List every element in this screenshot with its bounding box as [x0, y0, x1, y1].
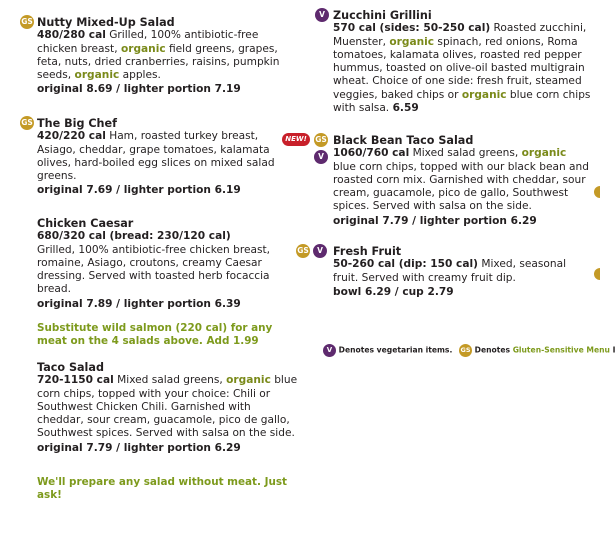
- menu-item-fresh-fruit: [333, 245, 591, 299]
- organic-label: organic: [74, 69, 120, 82]
- vegetarian-badge: V: [313, 244, 327, 258]
- item-description: field greens, grapes, feta, nuts, dried cranberries, raisins, pumpkin seeds,: [37, 42, 280, 82]
- item-calories: 50-260 cal (dip: 150 cal): [333, 258, 478, 271]
- menu-item-the-big-chef: [37, 117, 299, 198]
- legend-gs-menu-link: Gluten-Sensitive Menu: [512, 345, 610, 355]
- organic-label: organic: [226, 374, 271, 387]
- cropped-badge-edge: [594, 186, 600, 198]
- salmon-substitution-note: Substitute wild salmon (220 cal) for any meat on the 4 salads above. Add 1.99: [37, 322, 273, 347]
- organic-label: organic: [461, 88, 507, 101]
- menu-item-taco-salad: [37, 361, 299, 455]
- item-description: Mixed, seasonal fruit. Served with creamy fruit dip.: [333, 258, 567, 284]
- item-title: Fresh Fruit: [333, 245, 402, 258]
- item-calories: 420/220 cal: [37, 130, 106, 143]
- item-calories: 480/280 cal: [37, 29, 106, 42]
- item-price: bowl 6.29 / cup 2.79: [333, 285, 454, 298]
- item-description: Mixed salad greens,: [409, 147, 522, 160]
- item-description: blue corn chips, topped with our black bean and roasted corn mix. Garnished with cheddar, sour cream, guacamole, pico de gallo, Southwest spices. Served with salsa on the side.: [333, 160, 589, 213]
- organic-label: organic: [389, 35, 435, 48]
- item-description: spinach, red onions, Roma tomatoes, kalamata olives, roasted red pepper hummus, toasted on olive-oil basted multigrain wheat. Choice of one side: fresh fruit, steamed veggies, baked chips or: [333, 35, 585, 101]
- item-price: original 7.79 / lighter portion 6.29: [37, 441, 241, 454]
- item-price: original 7.69 / lighter portion 6.19: [37, 184, 241, 197]
- item-calories: 1060/760 cal: [333, 147, 410, 160]
- gluten-sensitive-badge: GS: [459, 344, 472, 357]
- item-title: The Big Chef: [37, 117, 117, 130]
- menu-item-nutty-mixed-up-salad: [37, 16, 299, 97]
- item-price: original 7.89 / lighter portion 6.39: [37, 297, 241, 310]
- item-price: 6.59: [392, 102, 419, 115]
- item-title: Nutty Mixed-Up Salad: [37, 16, 175, 29]
- item-description: Roasted zucchini, Muenster,: [333, 22, 587, 48]
- gluten-sensitive-badge: GS: [20, 15, 34, 29]
- menu-item-zucchini-grillini: [333, 9, 591, 115]
- item-calories: 680/320 cal (bread: 230/120 cal): [37, 230, 231, 243]
- menu-item-chicken-caesar: [37, 217, 299, 311]
- item-description: apples.: [119, 69, 161, 82]
- item-description: blue corn chips with salsa.: [333, 88, 591, 115]
- legend-vegetarian-text: Denotes vegetarian items.: [338, 345, 453, 355]
- gluten-sensitive-badge: GS: [314, 133, 328, 147]
- item-price: original 8.69 / lighter portion 7.19: [37, 83, 241, 96]
- item-calories: 720-1150 cal: [37, 374, 114, 387]
- item-description: Mixed salad greens,: [113, 374, 227, 387]
- legend-gs-tail: I: [609, 345, 615, 355]
- item-title: Black Bean Taco Salad: [333, 134, 474, 147]
- organic-label: organic: [120, 42, 166, 55]
- meatless-note: We'll prepare any salad without meat. Just ask!: [37, 476, 288, 501]
- vegetarian-badge: V: [323, 344, 336, 357]
- legend-gs-text: Denotes: [474, 345, 513, 355]
- item-price: original 7.79 / lighter portion 6.29: [333, 214, 537, 227]
- item-description: Grilled, 100% antibiotic-free chicken breast, romaine, Asiago, croutons, creamy Caesar dressing. Served with toasted herb focaccia bread.: [37, 243, 271, 296]
- item-description: Ham, roasted turkey breast, Asiago, cheddar, grape tomatoes, kalamata olives, hard-boiled egg slices on mixed salad greens.: [37, 130, 275, 183]
- vegetarian-badge: V: [314, 150, 328, 164]
- item-title: Chicken Caesar: [37, 217, 134, 230]
- new-badge: NEW!: [282, 133, 310, 146]
- item-title: Taco Salad: [37, 361, 104, 374]
- item-title: Zucchini Grillini: [333, 9, 432, 22]
- badge-legend: [323, 344, 615, 357]
- vegetarian-badge: V: [315, 8, 329, 22]
- organic-label: organic: [521, 147, 567, 160]
- menu-item-black-bean-taco-salad: [333, 134, 591, 228]
- item-description: Grilled, 100% antibiotic-free chicken breast,: [37, 29, 259, 55]
- gluten-sensitive-badge: GS: [20, 116, 34, 130]
- item-description: blue corn chips, topped with your choice: Chili or Southwest Chicken Chili. Garnished with cheddar, sour cream, guacamole, pico de gallo, Southwest spices. Served with salsa on the side.: [37, 374, 298, 440]
- cropped-badge-edge: [594, 268, 600, 280]
- item-calories: 570 cal (sides: 50-250 cal): [333, 22, 491, 35]
- gluten-sensitive-badge: GS: [296, 244, 310, 258]
